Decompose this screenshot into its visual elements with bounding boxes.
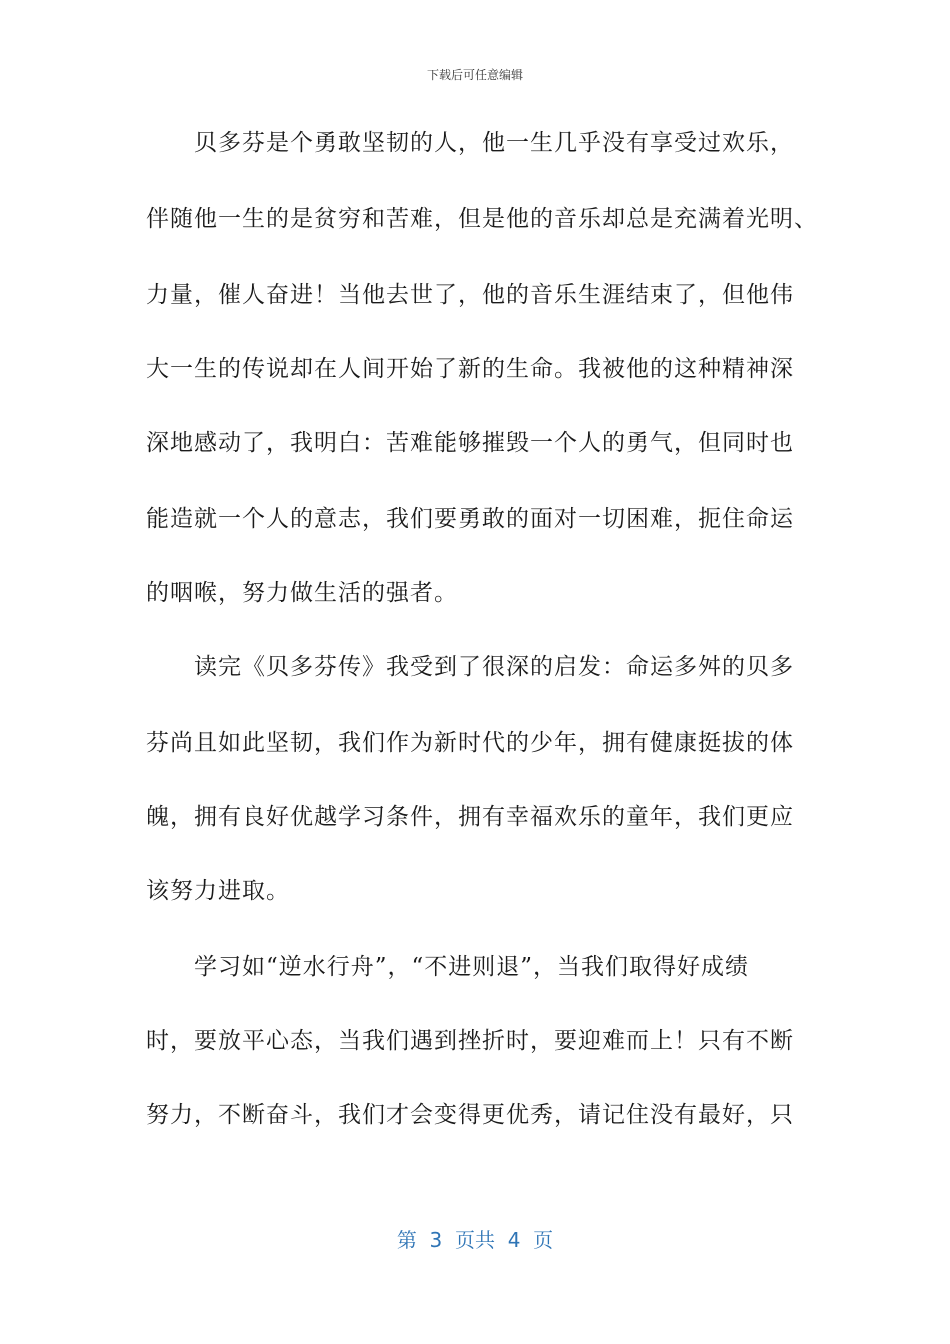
text-line: 读完《贝多芬传》我受到了很深的启发：命运多舛的贝多 [146, 654, 794, 680]
text-line: 魄，拥有良好优越学习条件，拥有幸福欢乐的童年，我们更应 [146, 804, 794, 830]
page-number-footer: 第 3 页共 4 页 [396, 1228, 554, 1252]
text-line: 伴随他一生的是贫穷和苦难，但是他的音乐却总是充满着光明、 [146, 206, 818, 232]
text-line: 学习如“逆水行舟”，“不进则退”，当我们取得好成绩 [146, 954, 750, 980]
page-header: 下载后可任意编辑 [426, 68, 523, 82]
text-line: 的咽喉，努力做生活的强者。 [146, 580, 458, 606]
text-line: 深地感动了，我明白：苦难能够摧毁一个人的勇气，但同时也 [146, 430, 794, 456]
text-line: 力量，催人奋进！当他去世了，他的音乐生涯结束了，但他伟 [146, 282, 794, 308]
text-line: 芬尚且如此坚韧，我们作为新时代的少年，拥有健康挺拔的体 [146, 730, 794, 756]
text-line: 能造就一个人的意志，我们要勇敢的面对一切困难，扼住命运 [146, 506, 794, 532]
text-line: 努力，不断奋斗，我们才会变得更优秀，请记住没有最好，只 [146, 1102, 794, 1128]
text-line: 时，要放平心态，当我们遇到挫折时，要迎难而上！只有不断 [146, 1028, 794, 1054]
text-line: 该努力进取。 [146, 878, 290, 904]
text-line: 贝多芬是个勇敢坚韧的人，他一生几乎没有享受过欢乐， [146, 130, 794, 156]
text-line: 大一生的传说却在人间开始了新的生命。我被他的这种精神深 [146, 356, 794, 382]
